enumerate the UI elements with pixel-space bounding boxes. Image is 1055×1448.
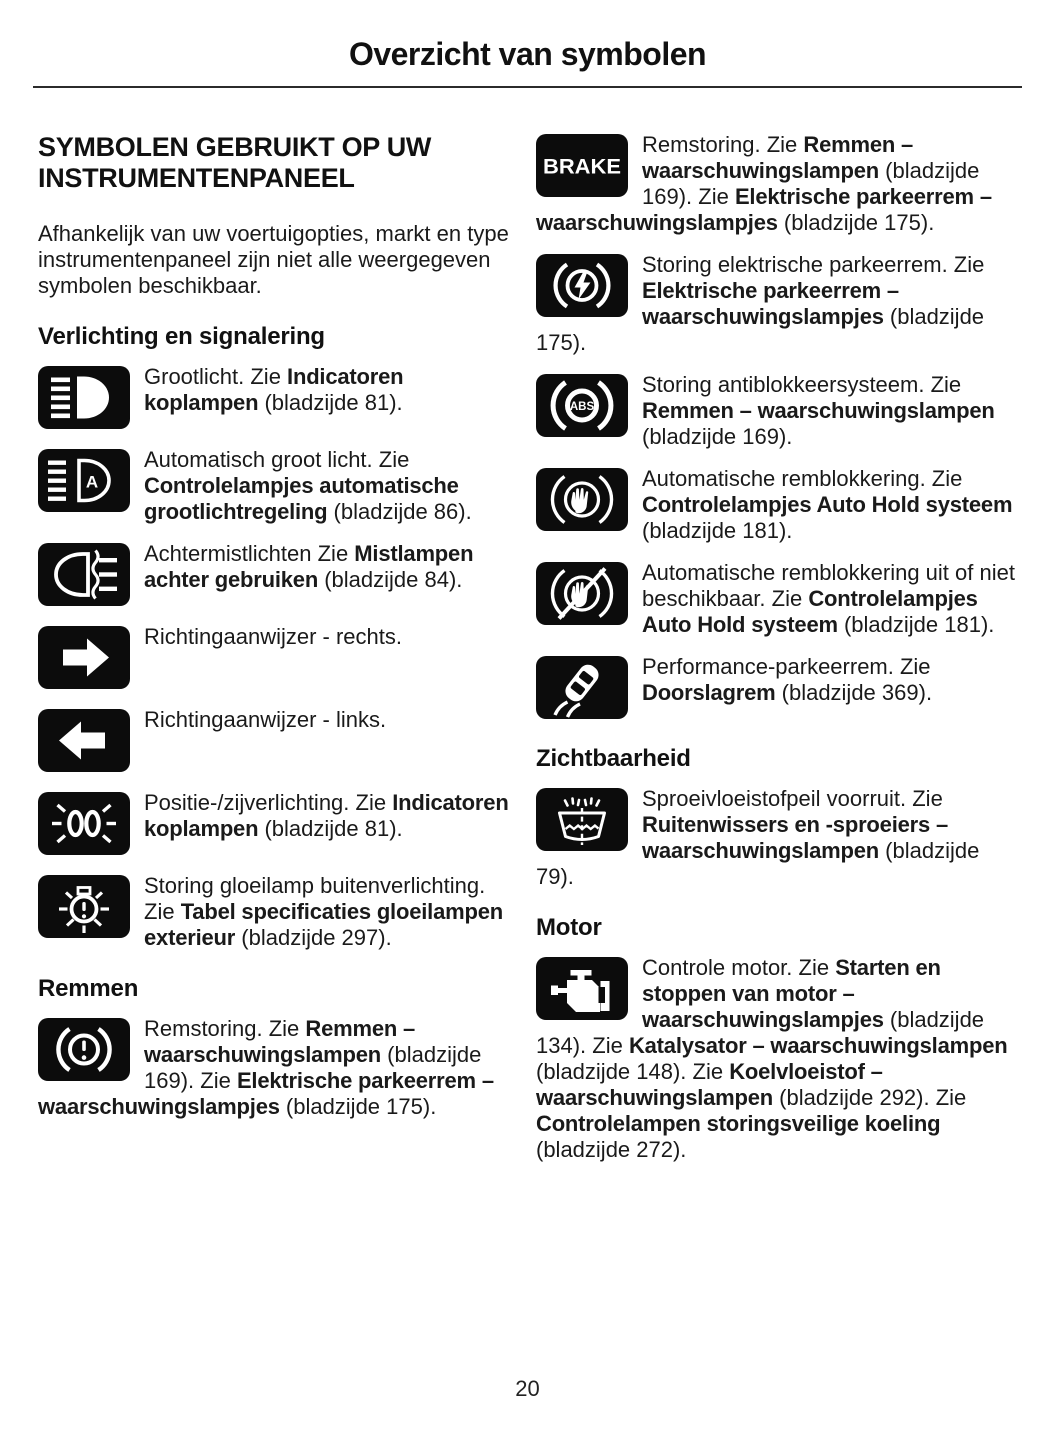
turn-signal-right-icon <box>38 626 130 689</box>
symbol-entry-achtermist <box>38 541 510 608</box>
subsection-heading-motor: Motor <box>536 914 602 941</box>
brake-warning-icon <box>38 1018 130 1081</box>
auto-hold-off-icon <box>536 562 628 625</box>
symbol-entry-positie <box>38 790 510 857</box>
symbol-entry-sproeivloeistof <box>536 786 1020 890</box>
symbol-description: Achtermistlichten Zie Mistlampen achter gebruiken (bladzijde 84). <box>144 540 474 592</box>
title-divider <box>33 86 1022 88</box>
auto-highbeam-letter: A <box>85 472 99 492</box>
brake-icon-label: BRAKE <box>543 154 621 179</box>
symbol-description: Richtingaanwijzer - links. <box>144 706 387 732</box>
symbol-entry-abs <box>536 372 1020 450</box>
symbol-description: Richtingaanwijzer - rechts. <box>144 623 402 649</box>
symbol-description: Performance-parkeerrem. Zie Doorslagrem (bladzijde 369). <box>642 654 933 705</box>
symbol-entry-richting-links <box>38 707 510 774</box>
brake-text-icon <box>536 134 628 197</box>
subsection-heading-verlichting: Verlichting en signalering <box>38 322 325 350</box>
subsection-heading-zichtbaarheid: Zichtbaarheid <box>536 745 691 772</box>
symbol-entry-performance <box>536 654 1020 721</box>
right-column <box>536 132 1020 1179</box>
section-heading: SYMBOLEN GEBRUIKT OP UW INSTRUMENTENPANEEL <box>38 132 432 194</box>
symbol-entry-parkeerrem <box>536 252 1020 356</box>
page-header <box>0 36 1055 88</box>
turn-signal-left-icon <box>38 709 130 772</box>
position-side-lights-icon <box>38 792 130 855</box>
two-column-layout <box>0 132 1055 1179</box>
high-beam-icon <box>38 366 130 429</box>
symbol-entry-motor <box>536 955 1020 1163</box>
auto-hold-icon <box>536 468 628 531</box>
abs-icon-label: ABS <box>569 401 595 413</box>
auto-high-beam-icon <box>38 449 130 512</box>
symbol-description: Automatische remblokkering uit of niet beschikbaar. Zie Controlelampjes Auto Hold systeem (bladzijde 181). <box>642 560 1015 637</box>
page-number: 20 <box>515 1376 540 1401</box>
check-engine-icon <box>536 957 628 1020</box>
rear-fog-light-icon <box>38 543 130 606</box>
symbol-description: Remstoring. Zie Remmen – waarschuwingslampen (bladzijde 169). Zie Elektrische parkeerrem – waarschuwingslampjes (bladzijde 175). <box>38 1015 494 1119</box>
electric-park-brake-icon <box>536 254 628 317</box>
subsection-heading-remmen: Remmen <box>38 974 139 1002</box>
symbol-description: Grootlicht. Zie Indicatoren koplampen (bladzijde 81). <box>144 363 404 415</box>
symbol-description: Positie-/zijverlichting. Zie Indicatoren koplampen (bladzijde 81). <box>144 789 509 841</box>
performance-park-brake-icon <box>536 656 628 719</box>
symbol-entry-gloeilamp <box>38 873 510 951</box>
left-column <box>38 132 510 1136</box>
washer-fluid-icon <box>536 788 628 851</box>
symbol-entry-richting-rechts <box>38 624 510 691</box>
symbol-description: Automatische remblokkering. Zie Controlelampjes Auto Hold systeem (bladzijde 181). <box>642 466 1013 543</box>
intro-text: Afhankelijk van uw voertuigopties, markt en type instrumentenpaneel zijn niet alle weergegeven symbolen beschikbaar. <box>38 220 509 298</box>
symbol-entry-auto-grootlicht <box>38 447 510 525</box>
symbol-entry-auto-hold-uit <box>536 560 1020 638</box>
symbol-entry-remstoring-brake <box>536 132 1020 236</box>
page-title: Overzicht van symbolen <box>348 36 707 72</box>
symbol-entry-auto-hold <box>536 466 1020 544</box>
bulb-failure-icon <box>38 875 130 938</box>
symbol-description: Storing antiblokkeersysteem. Zie Remmen – waarschuwingslampen (bladzijde 169). <box>642 372 995 449</box>
symbol-entry-grootlicht <box>38 364 510 431</box>
symbol-description: Automatisch groot licht. Zie Controlelampjes automatische grootlichtregeling (bladzijde 86). <box>144 446 472 524</box>
abs-warning-icon <box>536 374 628 437</box>
symbol-entry-remstoring <box>38 1016 510 1120</box>
symbol-description: Storing gloeilamp buitenverlichting. Zie Tabel specificaties gloeilampen exterieur (bladzijde 297). <box>144 872 503 950</box>
symbol-description: Remstoring. Zie Remmen – waarschuwingslampen (bladzijde 169). Zie Elektrische parkeerrem – waarschuwingslampjes (bladzijde 175). <box>536 132 992 235</box>
symbol-description: Sproeivloeistofpeil voorruit. Zie Ruitenwissers en -sproeiers – waarschuwingslampen (bladzijde 79). <box>536 786 980 889</box>
symbol-description: Storing elektrische parkeerrem. Zie Elektrische parkeerrem – waarschuwingslampjes (bladzijde 175). <box>536 252 985 355</box>
symbol-description: Controle motor. Zie Starten en stoppen van motor – waarschuwingslampjes (bladzijde 134). Zie Katalysator – waarschuwingslampen (bladzijde 148). Zie Koelvloeistof – waarschuwingslampen (bladzijde 292). Zie Controlelampen storingsveilige koeling (bladzijde 272). <box>536 955 1008 1162</box>
page-footer <box>0 1376 1055 1402</box>
